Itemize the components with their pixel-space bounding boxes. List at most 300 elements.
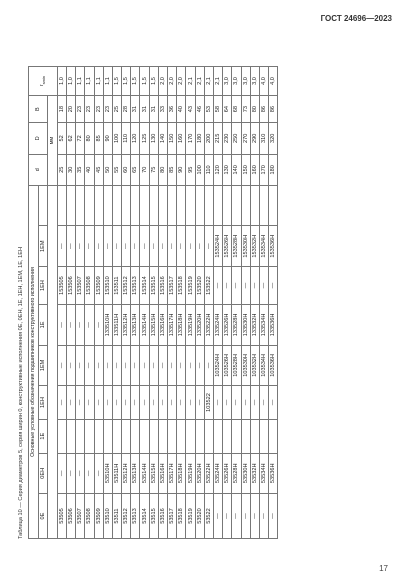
table-cell: 110 <box>204 154 213 185</box>
table-cell: 153507 <box>76 266 85 304</box>
table-cell: — <box>269 386 278 420</box>
table-cell: 23 <box>76 96 85 123</box>
table-row <box>66 42 75 539</box>
table-cell: — <box>94 386 103 420</box>
table-cell <box>149 419 158 453</box>
table-cell: — <box>223 266 232 304</box>
table-cell <box>213 186 222 226</box>
table-cell <box>232 419 241 453</box>
table-cell: — <box>103 226 112 266</box>
table-cell: 86 <box>259 96 268 123</box>
table-cell: — <box>149 226 158 266</box>
table-cell: 35 <box>76 154 85 185</box>
table-cell <box>186 419 195 453</box>
table-row <box>204 42 213 539</box>
table-cell: 133513Н <box>131 305 140 345</box>
table-cell: 53 <box>204 96 213 123</box>
table-cell <box>232 186 241 226</box>
table-cell: 68 <box>232 96 241 123</box>
table-cell: 153509 <box>94 266 103 304</box>
table-cell: — <box>140 226 149 266</box>
table-cell: 153505 <box>57 266 66 304</box>
table-cell: 25 <box>57 154 66 185</box>
table-cell: 2,1 <box>204 66 213 95</box>
table-cell: 153536Н <box>269 226 278 266</box>
table-row <box>223 42 232 539</box>
table-cell: 64 <box>223 96 232 123</box>
table-cell: 53528Н <box>232 453 241 493</box>
table-cell: 53517 <box>168 494 177 539</box>
table-cell: 25 <box>112 96 121 123</box>
table-cell: 20 <box>66 96 75 123</box>
table-cell: 53522Н <box>204 453 213 493</box>
table-cell: 53514 <box>140 494 149 539</box>
table-cell: 33 <box>158 96 167 123</box>
table-cell: 1,5 <box>149 66 158 95</box>
table-cell: — <box>131 345 140 385</box>
table-row <box>195 42 204 539</box>
table-group-header-row <box>29 42 39 539</box>
table-cell: 1,5 <box>112 66 121 95</box>
table-cell: 153528Н <box>232 226 241 266</box>
table-cell <box>195 419 204 453</box>
table-cell: 53520Н <box>195 453 204 493</box>
table-cell: 53509 <box>94 494 103 539</box>
table-cell: — <box>195 345 204 385</box>
table-cell: — <box>168 345 177 385</box>
table-cell: 65 <box>131 154 140 185</box>
table-cell: 53536Н <box>269 453 278 493</box>
table-cell: 3,0 <box>241 66 250 95</box>
table-cell: — <box>85 453 94 493</box>
table-cell: — <box>241 266 250 304</box>
table-cell <box>57 186 66 226</box>
table-cell <box>122 419 131 453</box>
table-row <box>158 42 167 539</box>
table-row <box>94 42 103 539</box>
table-cell: 153522 <box>204 266 213 304</box>
table-cell: 270 <box>241 123 250 154</box>
table-cell <box>204 419 213 453</box>
table-cell: — <box>269 266 278 304</box>
table-cell: 153511 <box>112 266 121 304</box>
table-cell: 133526Н <box>223 305 232 345</box>
table-cell <box>204 186 213 226</box>
table-cell <box>168 419 177 453</box>
table-cell: 30 <box>66 154 75 185</box>
table-cell: 86 <box>269 96 278 123</box>
table-cell: 120 <box>131 123 140 154</box>
table-cell: — <box>223 386 232 420</box>
table-cell: 50 <box>103 154 112 185</box>
table-cell: — <box>76 345 85 385</box>
table-cell <box>76 186 85 226</box>
header-code: 1Е <box>38 419 48 453</box>
table-cell: 133515Н <box>149 305 158 345</box>
table-cell: 125 <box>140 123 149 154</box>
table-cell: 103532Н <box>250 345 259 385</box>
table-cell <box>85 419 94 453</box>
table-cell: 53519Н <box>186 453 195 493</box>
table-row <box>57 42 66 539</box>
table-cell: — <box>140 386 149 420</box>
table-cell <box>57 419 66 453</box>
table-row <box>269 42 278 539</box>
table-cell: — <box>213 386 222 420</box>
table-cell: 53522 <box>204 494 213 539</box>
table-cell: — <box>213 494 222 539</box>
header-code: 1ЕМ <box>38 226 48 266</box>
table-cell: 53530Н <box>241 453 250 493</box>
table-cell: 180 <box>195 123 204 154</box>
table-cell <box>103 186 112 226</box>
table-cell <box>131 186 140 226</box>
table-cell: 1,5 <box>122 66 131 95</box>
table-cell: 80 <box>250 96 259 123</box>
table-cell: 53512 <box>122 494 131 539</box>
table-cell: 2,1 <box>195 66 204 95</box>
table-cell: 18 <box>57 96 66 123</box>
header-B: B <box>29 96 48 123</box>
table-cell: — <box>195 386 204 420</box>
table-cell: 53505 <box>57 494 66 539</box>
table-cell: 133532Н <box>250 305 259 345</box>
table-cell: 153524Н <box>213 226 222 266</box>
table-cell: — <box>122 345 131 385</box>
document-header: ГОСТ 24696—2023 <box>320 14 392 23</box>
table-cell: 53534Н <box>259 453 268 493</box>
table-cell: 4,0 <box>269 66 278 95</box>
table-row <box>76 42 85 539</box>
table-row <box>250 42 259 539</box>
table-cell: 53524Н <box>213 453 222 493</box>
table-cell: 80 <box>85 123 94 154</box>
table-cell: 153532Н <box>250 226 259 266</box>
table-cell: 43 <box>186 96 195 123</box>
table-cell: 1,1 <box>85 66 94 95</box>
table-row <box>213 42 222 539</box>
table-cell: — <box>259 266 268 304</box>
table-cell <box>140 186 149 226</box>
table-cell: — <box>250 266 259 304</box>
table-cell: — <box>149 345 158 385</box>
table-cell: 250 <box>232 123 241 154</box>
table-cell: 53510Н <box>103 453 112 493</box>
table-cell <box>158 186 167 226</box>
table-cell: 230 <box>223 123 232 154</box>
table-cell: — <box>259 494 268 539</box>
table-cell <box>168 186 177 226</box>
header-rsmin-sub: smin <box>40 75 46 85</box>
table-cell: — <box>76 305 85 345</box>
table-cell: — <box>250 386 259 420</box>
table-cell: — <box>85 305 94 345</box>
table-cell: 75 <box>149 154 158 185</box>
header-code: 1ЕН <box>38 386 48 420</box>
table-cell: 53511Н <box>112 453 121 493</box>
table-cell: — <box>158 226 167 266</box>
table-cell: — <box>112 226 121 266</box>
table-cell: 80 <box>158 154 167 185</box>
table-cell: 1,0 <box>66 66 75 95</box>
table-cell: — <box>204 226 213 266</box>
table-cell: 23 <box>94 96 103 123</box>
table-cell: 2,1 <box>186 66 195 95</box>
table-cell: — <box>250 494 259 539</box>
table-cell: 133511Н <box>112 305 121 345</box>
table-cell: — <box>158 345 167 385</box>
table-row <box>259 42 268 539</box>
table-cell: — <box>213 266 222 304</box>
table-cell: 53513Н <box>131 453 140 493</box>
table-cell: — <box>186 226 195 266</box>
table-cell: 153508 <box>85 266 94 304</box>
table-cell: — <box>269 494 278 539</box>
table-cell <box>76 419 85 453</box>
header-code <box>38 186 48 226</box>
table-cell: — <box>149 386 158 420</box>
table-cell: 153510 <box>103 266 112 304</box>
table-cell: — <box>103 386 112 420</box>
table-cell: 73 <box>241 96 250 123</box>
table-cell: 133522Н <box>204 305 213 345</box>
table-unit-row <box>48 42 58 539</box>
table-cell: 53518Н <box>177 453 186 493</box>
table-cell: 40 <box>177 96 186 123</box>
table-cell: 130 <box>149 123 158 154</box>
header-code: 0Е <box>38 494 48 539</box>
table-cell: 110 <box>122 123 131 154</box>
table-cell: 103530Н <box>241 345 250 385</box>
table-cell: — <box>241 494 250 539</box>
table-cell: 103534Н <box>259 345 268 385</box>
header-unit: мм <box>48 96 58 186</box>
table-cell: 140 <box>158 123 167 154</box>
table-cell: — <box>66 345 75 385</box>
table-row <box>85 42 94 539</box>
table-cell: 1,0 <box>57 66 66 95</box>
table-cell: 153534Н <box>259 226 268 266</box>
table-cell: 100 <box>195 154 204 185</box>
table-row <box>122 42 131 539</box>
table-cell: — <box>76 226 85 266</box>
table-cell: 133519Н <box>186 305 195 345</box>
table-cell: — <box>112 386 121 420</box>
table-cell: 170 <box>259 154 268 185</box>
table-cell: 95 <box>186 154 195 185</box>
table-cell: — <box>103 345 112 385</box>
table-cell: 150 <box>168 123 177 154</box>
table-cell: — <box>177 386 186 420</box>
table-cell <box>223 186 232 226</box>
table-cell: 120 <box>213 154 222 185</box>
table-cell: 60 <box>122 154 131 185</box>
table-cell <box>241 186 250 226</box>
table-cell: 53508 <box>85 494 94 539</box>
table-cell: — <box>94 345 103 385</box>
table-cell: — <box>85 386 94 420</box>
table-cell: 1,1 <box>76 66 85 95</box>
table-cell: 133534Н <box>259 305 268 345</box>
table-cell <box>158 419 167 453</box>
table-cell: 53512Н <box>122 453 131 493</box>
table-cell: 153513 <box>131 266 140 304</box>
table-cell: — <box>94 305 103 345</box>
table-cell: 180 <box>269 154 278 185</box>
table-cell: 2,1 <box>213 66 222 95</box>
table-cell: — <box>186 386 195 420</box>
table-cell: 72 <box>76 123 85 154</box>
table-cell: — <box>177 345 186 385</box>
table-cell: 3,0 <box>232 66 241 95</box>
table-row <box>112 42 121 539</box>
table-cell: 70 <box>140 154 149 185</box>
table-cell: — <box>76 453 85 493</box>
table-cell: 320 <box>269 123 278 154</box>
table-row <box>186 42 195 539</box>
table-cell: 53507 <box>76 494 85 539</box>
table-cell: 103526Н <box>223 345 232 385</box>
table-cell: 133528Н <box>232 305 241 345</box>
table-cell: 85 <box>94 123 103 154</box>
table-cell: — <box>85 345 94 385</box>
table-cell: 1,1 <box>94 66 103 95</box>
table-cell: — <box>57 453 66 493</box>
table-cell: 53516 <box>158 494 167 539</box>
table-cell: — <box>186 345 195 385</box>
table-cell <box>131 419 140 453</box>
table-cell <box>269 419 278 453</box>
group-header: Основные условные обозначения подшипников конструктивного исполнения <box>29 186 39 539</box>
table-cell: — <box>85 226 94 266</box>
table-cell: 53514Н <box>140 453 149 493</box>
unit-spacer <box>48 186 58 539</box>
table-cell: — <box>66 226 75 266</box>
table-cell <box>177 419 186 453</box>
table-cell: 310 <box>259 123 268 154</box>
header-D: D <box>29 123 48 154</box>
table-cell: 2,0 <box>168 66 177 95</box>
table-cell: 153518 <box>177 266 186 304</box>
table-cell: 53517Н <box>168 453 177 493</box>
table-cell: 133518Н <box>177 305 186 345</box>
table-cell: 53516Н <box>158 453 167 493</box>
table-cell: — <box>223 494 232 539</box>
table-caption: Таблица 10 — Серия диаметров 5, серия ширин 0, конструктивные исполнения 0Е, 0ЕН, 1Е, 1ЕН, 1ЕМ, 1Е, 1ЕН <box>18 247 24 539</box>
table-cell: — <box>259 386 268 420</box>
table-cell: 153512 <box>122 266 131 304</box>
table-cell: 133536Н <box>269 305 278 345</box>
header-code: 1ЕН <box>38 266 48 304</box>
table-cell: 90 <box>103 123 112 154</box>
table-cell <box>195 186 204 226</box>
table-cell: 2,0 <box>177 66 186 95</box>
header-code: 1ЕМ <box>38 345 48 385</box>
table-cell <box>259 186 268 226</box>
table-cell: — <box>140 345 149 385</box>
table-cell: — <box>158 386 167 420</box>
table-cell: 90 <box>177 154 186 185</box>
table-cell: — <box>131 386 140 420</box>
rotated-table-block <box>14 35 404 545</box>
table-cell: — <box>232 266 241 304</box>
table-cell: 133524Н <box>213 305 222 345</box>
table-cell: 53506 <box>66 494 75 539</box>
table-cell: — <box>168 226 177 266</box>
table-cell: 31 <box>131 96 140 123</box>
table-cell: 170 <box>186 123 195 154</box>
table-cell: 133512Н <box>122 305 131 345</box>
bearing-table <box>28 41 278 539</box>
table-cell: 53526Н <box>223 453 232 493</box>
table-cell: — <box>232 386 241 420</box>
table-cell: — <box>57 305 66 345</box>
table-cell: 45 <box>94 154 103 185</box>
table-cell: 130 <box>223 154 232 185</box>
table-cell: 31 <box>149 96 158 123</box>
table-cell: — <box>76 386 85 420</box>
table-cell <box>85 186 94 226</box>
table-cell: 3,0 <box>223 66 232 95</box>
table-cell: — <box>232 494 241 539</box>
table-cell: — <box>122 226 131 266</box>
table-cell: 2,0 <box>158 66 167 95</box>
table-cell: 100 <box>112 123 121 154</box>
table-cell: 153517 <box>168 266 177 304</box>
table-cell: — <box>57 386 66 420</box>
page-number: 17 <box>379 564 388 573</box>
table-cell <box>241 419 250 453</box>
table-cell: 153526Н <box>223 226 232 266</box>
table-cell: 150 <box>241 154 250 185</box>
table-cell <box>112 186 121 226</box>
table-cell: 133514Н <box>140 305 149 345</box>
table-cell: 53510 <box>103 494 112 539</box>
table-cell <box>140 419 149 453</box>
table-cell: 62 <box>66 123 75 154</box>
table-cell: 103528Н <box>232 345 241 385</box>
table-row <box>149 42 158 539</box>
table-cell: — <box>241 386 250 420</box>
table-cell: — <box>204 345 213 385</box>
table-cell: — <box>66 453 75 493</box>
table-cell: 133520Н <box>195 305 204 345</box>
table-cell <box>177 186 186 226</box>
table-cell: 28 <box>122 96 131 123</box>
table-cell: — <box>57 345 66 385</box>
table-cell: 31 <box>140 96 149 123</box>
table-cell <box>122 186 131 226</box>
table-row <box>131 42 140 539</box>
table-cell: 53515Н <box>149 453 158 493</box>
table-cell: 1,5 <box>131 66 140 95</box>
table-cell <box>250 186 259 226</box>
table-cell: 200 <box>204 123 213 154</box>
table-cell: 103536Н <box>269 345 278 385</box>
table-cell: — <box>122 386 131 420</box>
table-cell: 53520 <box>195 494 204 539</box>
table-cell: 133510Н <box>103 305 112 345</box>
table-cell: 23 <box>85 96 94 123</box>
table-cell <box>149 186 158 226</box>
table-cell: 153520 <box>195 266 204 304</box>
table-row <box>232 42 241 539</box>
table-cell: — <box>66 305 75 345</box>
table-cell: 103522 <box>204 386 213 420</box>
header-d: d <box>29 154 48 185</box>
table-cell <box>269 186 278 226</box>
table-cell: 133516Н <box>158 305 167 345</box>
